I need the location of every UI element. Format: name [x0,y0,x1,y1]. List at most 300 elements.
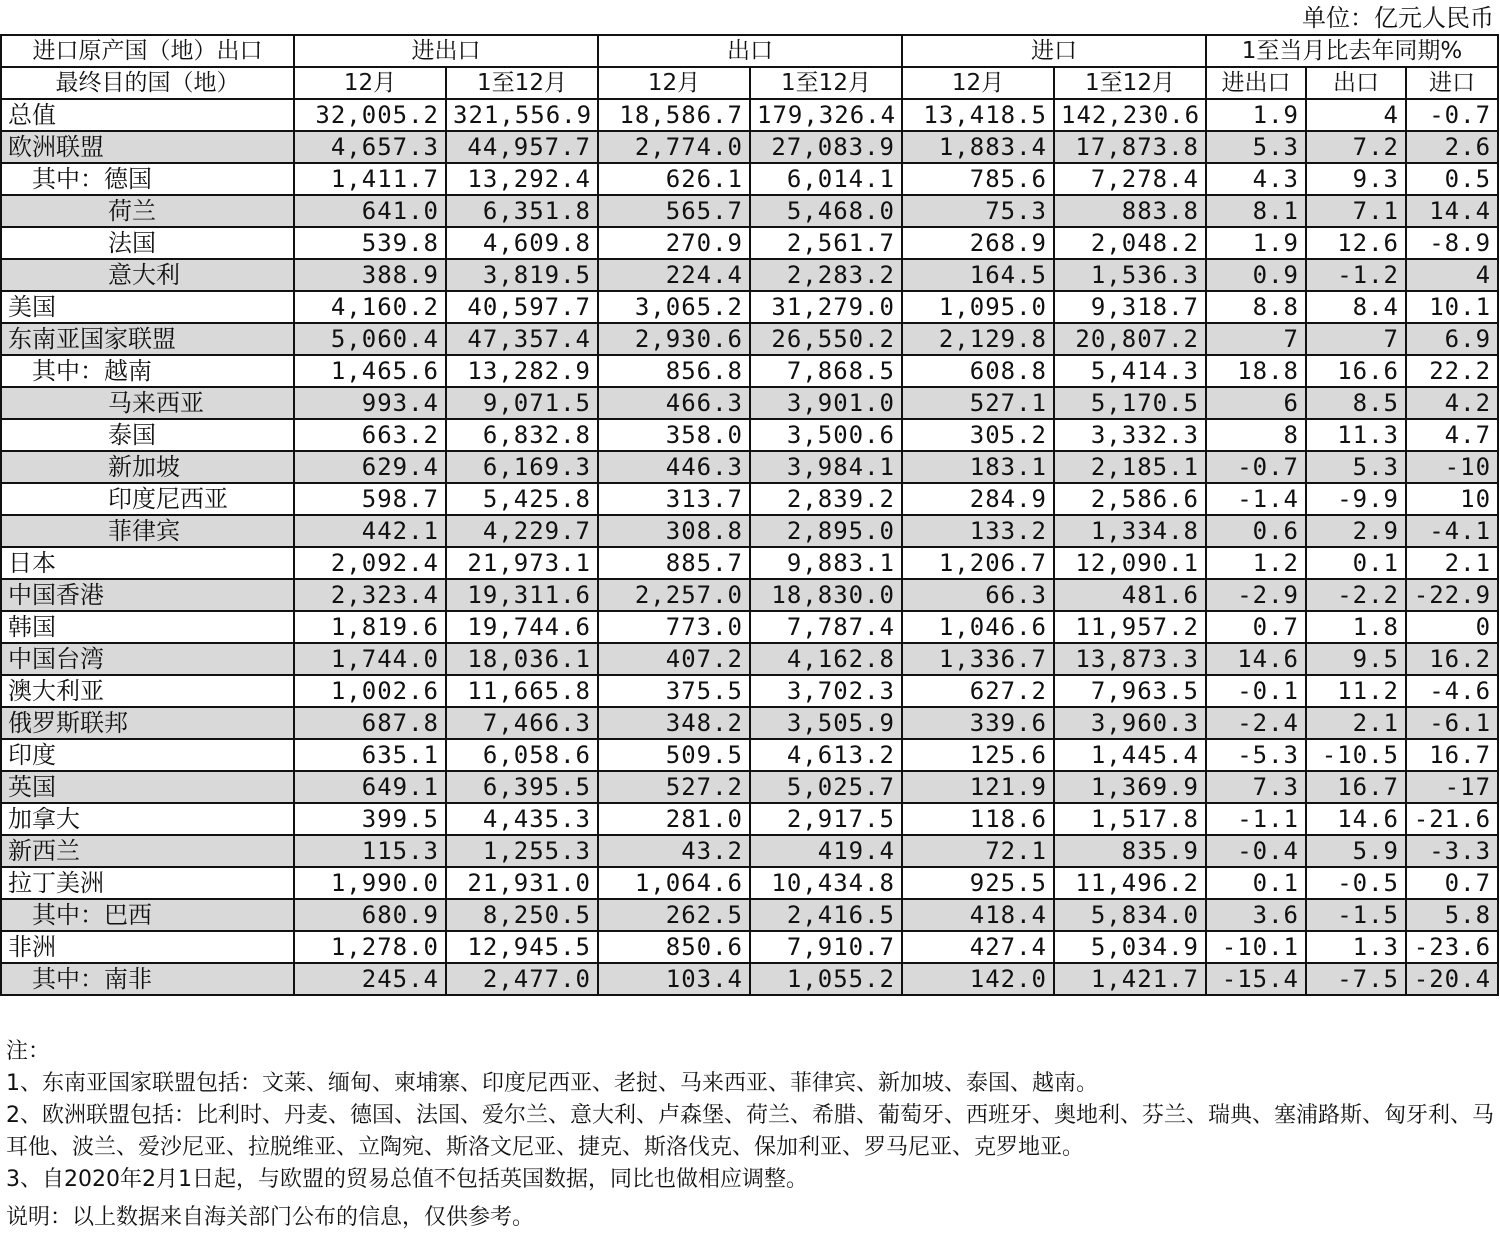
table-row [1,323,1498,355]
row-value-cell: 1,002.6 [294,675,446,707]
row-value-cell: 8 [1206,419,1306,451]
row-value-cell: 446.3 [598,451,750,483]
row-value-cell: 321,556.9 [446,99,598,131]
row-value-cell: 9,883.1 [750,547,902,579]
row-value-cell: 32,005.2 [294,99,446,131]
row-value-cell: 4,609.8 [446,227,598,259]
table-row [1,739,1498,771]
row-value-cell: 18,830.0 [750,579,902,611]
table-row [1,867,1498,899]
row-value-cell: 10.1 [1406,291,1498,323]
row-value-cell: 9.5 [1306,643,1406,675]
row-value-cell: 2,323.4 [294,579,446,611]
row-value-cell: 8.4 [1306,291,1406,323]
row-value-cell: 1,744.0 [294,643,446,675]
row-value-cell: 1,536.3 [1054,259,1206,291]
row-value-cell: 16.7 [1306,771,1406,803]
row-value-cell: 4,657.3 [294,131,446,163]
row-value-cell: 1.2 [1206,547,1306,579]
row-value-cell: 16.6 [1306,355,1406,387]
row-value-cell: 2,283.2 [750,259,902,291]
row-value-cell: 641.0 [294,195,446,227]
row-value-cell: 179,326.4 [750,99,902,131]
row-country-name: 其中：越南 [1,355,294,387]
row-value-cell: 2,477.0 [446,963,598,995]
row-value-cell: 388.9 [294,259,446,291]
row-value-cell: 2,416.5 [750,899,902,931]
row-value-cell: 1.9 [1206,99,1306,131]
row-country-name: 泰国 [1,419,294,451]
row-value-cell: 4,162.8 [750,643,902,675]
row-value-cell: 21,973.1 [446,547,598,579]
header-group-total: 进出口 [294,35,598,67]
row-value-cell: 14.6 [1306,803,1406,835]
row-value-cell: 6,832.8 [446,419,598,451]
row-value-cell: 26,550.2 [750,323,902,355]
row-value-cell: 5,468.0 [750,195,902,227]
row-value-cell: 1,369.9 [1054,771,1206,803]
row-value-cell: 19,311.6 [446,579,598,611]
row-value-cell: 6,014.1 [750,163,902,195]
table-row [1,771,1498,803]
row-value-cell: 2.9 [1306,515,1406,547]
row-value-cell: 2.6 [1406,131,1498,163]
header-yoy-total: 进出口 [1206,67,1306,99]
row-value-cell: -5.3 [1206,739,1306,771]
row-value-cell: -1.5 [1306,899,1406,931]
row-country-name: 日本 [1,547,294,579]
row-value-cell: 4 [1406,259,1498,291]
row-value-cell: 4.3 [1206,163,1306,195]
row-value-cell: -10.1 [1206,931,1306,963]
row-value-cell: -10.5 [1306,739,1406,771]
row-value-cell: 9.3 [1306,163,1406,195]
table-row [1,547,1498,579]
row-value-cell: 8.8 [1206,291,1306,323]
table-row [1,451,1498,483]
row-country-name: 中国香港 [1,579,294,611]
note-uk: 3、自2020年2月1日起，与欧盟的贸易总值不包括英国数据，同比也做相应调整。 [6,1167,808,1192]
unit-label: 单位：亿元人民币 [1302,4,1494,32]
row-value-cell: 133.2 [902,515,1054,547]
row-value-cell: 13,282.9 [446,355,598,387]
row-value-cell: 118.6 [902,803,1054,835]
row-value-cell: 6 [1206,387,1306,419]
row-value-cell: 5,034.9 [1054,931,1206,963]
row-value-cell: 539.8 [294,227,446,259]
row-value-cell: -17 [1406,771,1498,803]
row-value-cell: 10 [1406,483,1498,515]
table-row [1,483,1498,515]
row-value-cell: 3,505.9 [750,707,902,739]
row-value-cell: 270.9 [598,227,750,259]
row-value-cell: 103.4 [598,963,750,995]
row-value-cell: 1.9 [1206,227,1306,259]
row-value-cell: 4,613.2 [750,739,902,771]
row-value-cell: 4.2 [1406,387,1498,419]
row-value-cell: 375.5 [598,675,750,707]
row-country-name: 其中：巴西 [1,899,294,931]
row-value-cell: 12,945.5 [446,931,598,963]
header-yoy-export: 出口 [1306,67,1406,99]
table-row [1,899,1498,931]
row-country-name: 东南亚国家联盟 [1,323,294,355]
row-value-cell: 5,060.4 [294,323,446,355]
row-value-cell: 47,357.4 [446,323,598,355]
row-value-cell: 7,787.4 [750,611,902,643]
row-value-cell: 6,351.8 [446,195,598,227]
row-value-cell: 785.6 [902,163,1054,195]
row-value-cell: 21,931.0 [446,867,598,899]
row-value-cell: -0.1 [1206,675,1306,707]
header-export-dec: 12月 [598,67,750,99]
row-value-cell: 6,395.5 [446,771,598,803]
row-value-cell: 6,058.6 [446,739,598,771]
row-value-cell: -2.2 [1306,579,1406,611]
note-eu: 2、欧洲联盟包括：比利时、丹麦、德国、法国、爱尔兰、意大利、卢森堡、荷兰、希腊、葡萄牙、西班牙、奥地利、芬兰、瑞典、塞浦路斯、匈牙利、马耳他、波兰、爱沙尼亚、拉脱维亚、立陶宛、斯洛文尼亚、捷克、斯洛伐克、保加利亚、罗马尼亚、克罗地亚。 [6,1103,1495,1160]
table-row [1,163,1498,195]
row-value-cell: 883.8 [1054,195,1206,227]
row-value-cell: 4,435.3 [446,803,598,835]
table-body [1,35,1498,995]
header-import-ytd: 1至12月 [1054,67,1206,99]
table-row [1,963,1498,995]
row-value-cell: 2.1 [1406,547,1498,579]
row-value-cell: 2,839.2 [750,483,902,515]
row-value-cell: 43.2 [598,835,750,867]
row-value-cell: -0.7 [1406,99,1498,131]
row-value-cell: 72.1 [902,835,1054,867]
table-row [1,803,1498,835]
row-value-cell: 3,960.3 [1054,707,1206,739]
header-group-yoy: 1至当月比去年同期% [1206,35,1498,67]
row-value-cell: 10,434.8 [750,867,902,899]
row-country-name: 英国 [1,771,294,803]
table-row [1,611,1498,643]
row-country-name: 法国 [1,227,294,259]
row-country-name: 新加坡 [1,451,294,483]
row-value-cell: 2,561.7 [750,227,902,259]
row-value-cell: 121.9 [902,771,1054,803]
row-value-cell: 2,586.6 [1054,483,1206,515]
row-country-name: 俄罗斯联邦 [1,707,294,739]
row-value-cell: 268.9 [902,227,1054,259]
row-value-cell: 1,990.0 [294,867,446,899]
row-value-cell: 1,336.7 [902,643,1054,675]
row-value-cell: 27,083.9 [750,131,902,163]
row-value-cell: 649.1 [294,771,446,803]
row-country-name: 总值 [1,99,294,131]
row-value-cell: -0.4 [1206,835,1306,867]
row-value-cell: -22.9 [1406,579,1498,611]
row-value-cell: 31,279.0 [750,291,902,323]
row-value-cell: 418.4 [902,899,1054,931]
row-value-cell: 7.2 [1306,131,1406,163]
row-value-cell: -2.4 [1206,707,1306,739]
row-value-cell: 40,597.7 [446,291,598,323]
row-value-cell: 527.1 [902,387,1054,419]
row-value-cell: 5.8 [1406,899,1498,931]
row-value-cell: 527.2 [598,771,750,803]
row-value-cell: 0.1 [1306,547,1406,579]
row-value-cell: 885.7 [598,547,750,579]
row-country-name: 澳大利亚 [1,675,294,707]
table-row [1,131,1498,163]
row-value-cell: 8.5 [1306,387,1406,419]
row-value-cell: -4.1 [1406,515,1498,547]
row-value-cell: 2,930.6 [598,323,750,355]
row-value-cell: 358.0 [598,419,750,451]
header-row-2 [1,67,1498,99]
row-value-cell: 44,957.7 [446,131,598,163]
row-value-cell: 0.7 [1406,867,1498,899]
row-value-cell: 13,292.4 [446,163,598,195]
row-value-cell: 1,819.6 [294,611,446,643]
row-value-cell: 16.2 [1406,643,1498,675]
row-value-cell: 14.6 [1206,643,1306,675]
row-value-cell: 75.3 [902,195,1054,227]
row-country-name: 韩国 [1,611,294,643]
row-value-cell: -8.9 [1406,227,1498,259]
table-row [1,579,1498,611]
row-value-cell: -10 [1406,451,1498,483]
table-row [1,515,1498,547]
row-value-cell: 509.5 [598,739,750,771]
row-value-cell: 3,819.5 [446,259,598,291]
row-value-cell: 2.1 [1306,707,1406,739]
row-value-cell: 18.8 [1206,355,1306,387]
row-value-cell: 565.7 [598,195,750,227]
table-row [1,707,1498,739]
row-value-cell: 3,500.6 [750,419,902,451]
row-value-cell: 2,895.0 [750,515,902,547]
row-value-cell: 5,025.7 [750,771,902,803]
table-row [1,195,1498,227]
header-total-ytd: 1至12月 [446,67,598,99]
row-value-cell: 115.3 [294,835,446,867]
row-value-cell: 8,250.5 [446,899,598,931]
row-value-cell: -1.2 [1306,259,1406,291]
row-value-cell: 442.1 [294,515,446,547]
row-value-cell: 626.1 [598,163,750,195]
row-value-cell: 6.9 [1406,323,1498,355]
row-value-cell: 0.1 [1206,867,1306,899]
row-value-cell: 7,278.4 [1054,163,1206,195]
row-value-cell: 7,868.5 [750,355,902,387]
row-value-cell: 7.1 [1306,195,1406,227]
header-country-line2: 最终目的国（地） [1,67,294,99]
row-value-cell: 2,917.5 [750,803,902,835]
row-value-cell: 13,873.3 [1054,643,1206,675]
table-row [1,835,1498,867]
table-row [1,291,1498,323]
header-row-1 [1,35,1498,67]
row-value-cell: -2.9 [1206,579,1306,611]
row-value-cell: 627.2 [902,675,1054,707]
row-value-cell: 856.8 [598,355,750,387]
table-row [1,99,1498,131]
notes [6,1036,1496,1234]
row-value-cell: -9.9 [1306,483,1406,515]
row-value-cell: 12,090.1 [1054,547,1206,579]
row-value-cell: 466.3 [598,387,750,419]
row-value-cell: 18,036.1 [446,643,598,675]
row-value-cell: 18,586.7 [598,99,750,131]
row-value-cell: 183.1 [902,451,1054,483]
header-group-import: 进口 [902,35,1206,67]
row-value-cell: 11,665.8 [446,675,598,707]
row-value-cell: -0.5 [1306,867,1406,899]
row-value-cell: 348.2 [598,707,750,739]
row-value-cell: 4,160.2 [294,291,446,323]
row-value-cell: 0.6 [1206,515,1306,547]
row-value-cell: 5.9 [1306,835,1406,867]
row-country-name: 马来西亚 [1,387,294,419]
row-value-cell: 11,957.2 [1054,611,1206,643]
row-value-cell: 680.9 [294,899,446,931]
row-value-cell: 0.9 [1206,259,1306,291]
row-value-cell: 14.4 [1406,195,1498,227]
row-value-cell: 2,257.0 [598,579,750,611]
row-value-cell: 339.6 [902,707,1054,739]
row-value-cell: 164.5 [902,259,1054,291]
row-value-cell: 1,055.2 [750,963,902,995]
row-value-cell: 4.7 [1406,419,1498,451]
row-value-cell: 1,206.7 [902,547,1054,579]
notes-heading: 注： [6,1039,51,1064]
row-value-cell: 1,445.4 [1054,739,1206,771]
row-value-cell: -1.1 [1206,803,1306,835]
row-value-cell: 0 [1406,611,1498,643]
row-value-cell: 3,332.3 [1054,419,1206,451]
row-value-cell: -15.4 [1206,963,1306,995]
trade-table [0,34,1499,996]
row-value-cell: 13,418.5 [902,99,1054,131]
row-value-cell: 608.8 [902,355,1054,387]
row-value-cell: 427.4 [902,931,1054,963]
header-export-ytd: 1至12月 [750,67,902,99]
row-value-cell: 5,425.8 [446,483,598,515]
row-value-cell: 1,095.0 [902,291,1054,323]
row-value-cell: 993.4 [294,387,446,419]
row-value-cell: 0.5 [1406,163,1498,195]
header-total-dec: 12月 [294,67,446,99]
row-value-cell: 308.8 [598,515,750,547]
row-value-cell: 5,414.3 [1054,355,1206,387]
row-value-cell: 1,411.7 [294,163,446,195]
row-value-cell: 22.2 [1406,355,1498,387]
row-value-cell: 1,517.8 [1054,803,1206,835]
row-country-name: 其中：南非 [1,963,294,995]
row-value-cell: 20,807.2 [1054,323,1206,355]
row-value-cell: 12.6 [1306,227,1406,259]
row-value-cell: 11.3 [1306,419,1406,451]
row-value-cell: 7 [1206,323,1306,355]
table-row [1,355,1498,387]
row-country-name: 菲律宾 [1,515,294,547]
row-value-cell: 835.9 [1054,835,1206,867]
table-row [1,643,1498,675]
row-value-cell: 419.4 [750,835,902,867]
row-value-cell: 1,334.8 [1054,515,1206,547]
row-value-cell: 7.3 [1206,771,1306,803]
row-value-cell: 5.3 [1206,131,1306,163]
row-value-cell: 305.2 [902,419,1054,451]
row-value-cell: 281.0 [598,803,750,835]
row-value-cell: 125.6 [902,739,1054,771]
row-value-cell: 7,910.7 [750,931,902,963]
row-value-cell: 773.0 [598,611,750,643]
row-value-cell: 66.3 [902,579,1054,611]
row-country-name: 印度尼西亚 [1,483,294,515]
row-value-cell: 11.2 [1306,675,1406,707]
row-value-cell: 598.7 [294,483,446,515]
header-country-line1: 进口原产国（地）出口 [1,35,294,67]
row-value-cell: -7.5 [1306,963,1406,995]
row-value-cell: 925.5 [902,867,1054,899]
row-value-cell: 2,185.1 [1054,451,1206,483]
row-country-name: 中国台湾 [1,643,294,675]
row-value-cell: 262.5 [598,899,750,931]
row-value-cell: 1.8 [1306,611,1406,643]
row-value-cell: 16.7 [1406,739,1498,771]
row-country-name: 拉丁美洲 [1,867,294,899]
row-value-cell: 284.9 [902,483,1054,515]
row-value-cell: 1,064.6 [598,867,750,899]
row-value-cell: 850.6 [598,931,750,963]
row-value-cell: 1,421.7 [1054,963,1206,995]
row-value-cell: 1,046.6 [902,611,1054,643]
row-value-cell: 3.6 [1206,899,1306,931]
row-value-cell: 663.2 [294,419,446,451]
row-value-cell: 5.3 [1306,451,1406,483]
row-value-cell: 3,065.2 [598,291,750,323]
row-value-cell: 3,984.1 [750,451,902,483]
row-value-cell: 687.8 [294,707,446,739]
row-country-name: 美国 [1,291,294,323]
row-value-cell: 19,744.6 [446,611,598,643]
row-value-cell: -3.3 [1406,835,1498,867]
row-value-cell: 2,774.0 [598,131,750,163]
row-value-cell: 481.6 [1054,579,1206,611]
row-country-name: 意大利 [1,259,294,291]
row-value-cell: 245.4 [294,963,446,995]
row-value-cell: -1.4 [1206,483,1306,515]
row-value-cell: 629.4 [294,451,446,483]
table-row [1,931,1498,963]
row-value-cell: -6.1 [1406,707,1498,739]
note-asean: 1、东南亚国家联盟包括：文莱、缅甸、柬埔寨、印度尼西亚、老挝、马来西亚、菲律宾、新加坡、泰国、越南。 [6,1071,1099,1096]
row-value-cell: -23.6 [1406,931,1498,963]
row-value-cell: 5,834.0 [1054,899,1206,931]
row-value-cell: 313.7 [598,483,750,515]
row-value-cell: 4,229.7 [446,515,598,547]
row-value-cell: 1,465.6 [294,355,446,387]
row-value-cell: 1,255.3 [446,835,598,867]
row-value-cell: 3,702.3 [750,675,902,707]
row-country-name: 印度 [1,739,294,771]
row-country-name: 非洲 [1,931,294,963]
row-value-cell: 4 [1306,99,1406,131]
header-group-export: 出口 [598,35,902,67]
table-row [1,387,1498,419]
data-source-note: 说明：以上数据来自海关部门公布的信息，仅供参考。 [6,1205,535,1230]
table-row [1,675,1498,707]
row-value-cell: 9,071.5 [446,387,598,419]
row-value-cell: 399.5 [294,803,446,835]
row-value-cell: 6,169.3 [446,451,598,483]
row-country-name: 新西兰 [1,835,294,867]
